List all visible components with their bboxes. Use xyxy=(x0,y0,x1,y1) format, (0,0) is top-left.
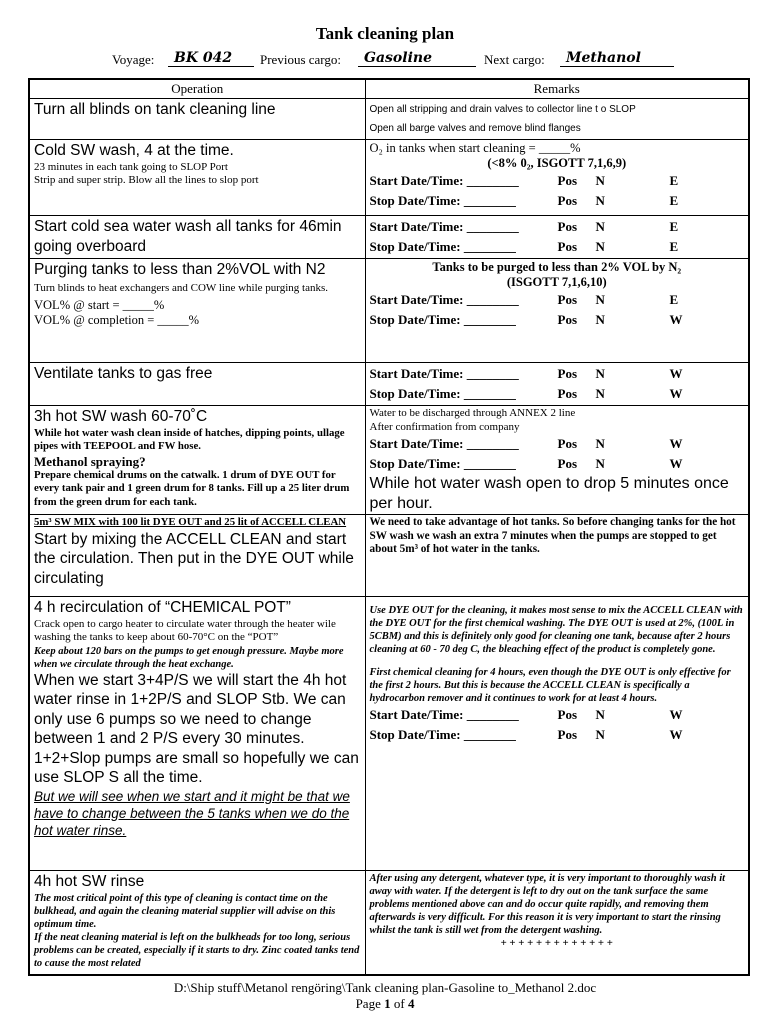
table-row xyxy=(29,597,749,871)
isgott-reference: (ISGOTT 7,1,6,10) xyxy=(506,275,607,289)
remark-text: After confirmation from company xyxy=(369,420,520,433)
remarks-cell xyxy=(365,406,749,515)
stop-datetime-line: Stop Date/Time: ________ Pos N W xyxy=(369,727,683,742)
stop-datetime-line: Stop Date/Time: ________ Pos N W xyxy=(369,456,683,471)
table-row xyxy=(29,363,749,406)
operation-italic-note: Keep about 120 bars on the pumps to get enough pressure. Maybe more when we circulate through the heat exchange. xyxy=(34,645,344,670)
remarks-cell xyxy=(365,597,749,871)
purge-requirement: Tanks to be purged to less than 2% VOL by N₂ xyxy=(432,260,682,274)
remark-text: Water to be discharged through ANNEX 2 line xyxy=(369,407,576,419)
remark-italic-text: First chemical cleaning for 4 hours, even though the DYE OUT is only effective for the first 2 hours. But this is because the ACCELL CLEAN is specifically a hydrocarbon remover and it continues to work for at least 4 hours. xyxy=(369,667,731,704)
operation-subtext: 23 minutes in each tank going to SLOP Port xyxy=(34,160,228,173)
remarks-cell xyxy=(365,871,749,975)
table-row xyxy=(29,140,749,216)
remarks-cell xyxy=(365,140,749,216)
start-datetime-line: Start Date/Time: ________ Pos N E xyxy=(369,292,679,307)
operation-subtext: While hot water wash clean inside of hatches, dipping points, ullage pipes with TEEPOOL and FW hose. xyxy=(34,426,345,452)
remark-italic-text: Use DYE OUT for the cleaning, it makes most sense to mix the ACCELL CLEAN with the DYE OUT for the first chemical washing. The DYE OUT is used at 2%, (100L in 5CBM) and this is definitely only good for cleaning one tank, because after 2 hours cleaning at 60 - 70 deg C, the bleaching effect of the product is completely gone. xyxy=(369,605,743,655)
remark-text: Open all stripping and drain valves to collector line t o SLOP xyxy=(369,104,636,115)
start-datetime-line: Start Date/Time: ________ Pos N W xyxy=(369,366,683,381)
remarks-cell xyxy=(365,259,749,363)
page-footer xyxy=(0,980,770,1012)
operation-text: Start cold sea water wash all tanks for 46min going overboard xyxy=(34,218,342,255)
operation-subtext: Prepare chemical drums on the catwalk. 1 drum of DYE OUT for every tank pair and 1 green drum for 8 tanks. Fill up a 25 liter drum from the green drum for each tank. xyxy=(34,468,350,508)
remarks-cell xyxy=(365,363,749,406)
operation-text: Purging tanks to less than 2%VOL with N2 xyxy=(34,261,326,278)
mix-heading: 5m³ SW MIX with 100 lit DYE OUT and 25 lit of ACCELL CLEAN xyxy=(34,516,347,528)
remark-text: We need to take advantage of hot tanks. So before changing tanks for the hot SW wash we wash an extra 7 minutes when the pumps are stopped to get about 5m³ of hot water in the tanks. xyxy=(369,516,736,555)
table-row xyxy=(29,871,749,975)
remark-italic-text: After using any detergent, whatever type, it is very important to thoroughly wash it away with water. If the detergent is left to dry out on the tank surface the same problems mentioned above can and do occur quite rapidly, and removing them afterwards is very difficult. For this reason it is very important to start the rinsing whilst the tank is still wet from the detergent washing. xyxy=(369,873,726,936)
operation-text: Cold SW wash, 4 at the time. xyxy=(34,142,234,159)
operation-cell xyxy=(29,99,365,140)
operation-cell xyxy=(29,515,365,597)
operation-italic-note: The most critical point of this type of cleaning is contact time on the bulkhead, and again the cleaning material supplier will advise on this optimum time. xyxy=(34,892,336,930)
operation-italic-note: If the neat cleaning material is left on the bulkheads for too long, serious problems can be created, especially if it starts to dry. Zinc coated tanks tend to cause the most related xyxy=(34,931,360,969)
operation-cell xyxy=(29,363,365,406)
next-cargo-label: Next cargo: xyxy=(484,52,545,67)
operation-cell xyxy=(29,597,365,871)
remarks-cell xyxy=(365,99,749,140)
file-path: D:\Ship stuff\Metanol rengöring\Tank cleaning plan-Gasoline to_Methanol 2.doc xyxy=(173,980,597,995)
operation-cell xyxy=(29,140,365,216)
operation-cell xyxy=(29,406,365,515)
operation-cell xyxy=(29,259,365,363)
page-number: Page 1 of 4 xyxy=(355,996,415,1011)
start-datetime-line: Start Date/Time: ________ Pos N E xyxy=(369,173,679,188)
operation-cell xyxy=(29,871,365,975)
table-row xyxy=(29,99,749,140)
operation-text: 4h hot SW rinse xyxy=(34,873,145,890)
operation-text: Ventilate tanks to gas free xyxy=(34,365,213,382)
isgott-reference: (<8% 0₂, ISGOTT 7,1,6,9) xyxy=(487,156,627,170)
document-title: Tank cleaning plan xyxy=(315,24,455,43)
remarks-header: Remarks xyxy=(365,79,749,99)
operation-text: 3h hot SW wash 60-70˚C xyxy=(34,408,208,425)
vol-start-field: VOL% @ start = _____% xyxy=(34,298,165,312)
table-header-row xyxy=(29,79,749,99)
start-datetime-line: Start Date/Time: ________ Pos N W xyxy=(369,436,683,451)
operation-subtext: Strip and super strip. Blow all the lines to slop port xyxy=(34,174,259,186)
stop-datetime-line: Stop Date/Time: ________ Pos N W xyxy=(369,312,683,327)
operation-cell xyxy=(29,216,365,259)
stop-datetime-line: Stop Date/Time: ________ Pos N W xyxy=(369,386,683,401)
start-datetime-line: Start Date/Time: ________ Pos N E xyxy=(369,219,679,234)
vol-completion-field: VOL% @ completion = _____% xyxy=(34,313,200,327)
operation-text: Turn all blinds on tank cleaning line xyxy=(34,101,276,118)
remark-highlight: While hot water wash open to drop 5 minutes once per hour. xyxy=(369,475,729,512)
voyage-value: BK 042 xyxy=(168,50,254,67)
table-row xyxy=(29,259,749,363)
table-row xyxy=(29,515,749,597)
previous-cargo-label: Previous cargo: xyxy=(260,52,341,67)
operation-subtext: Turn blinds to heat exchangers and COW line while purging tanks. xyxy=(34,281,329,294)
next-cargo-value: Methanol xyxy=(560,50,674,67)
operation-underlined-note: But we will see when we start and it might be that we have to change between the 5 tanks when we do the hot water rinse. xyxy=(34,788,350,838)
remarks-cell xyxy=(365,216,749,259)
remarks-cell xyxy=(365,515,749,597)
cleaning-plan-table xyxy=(28,78,750,976)
methanol-spraying-heading: Methanol spraying? xyxy=(34,453,146,469)
oxygen-check-text: O₂ in tanks when start cleaning = _____% xyxy=(369,141,581,155)
plus-separator: + + + + + + + + + + + + + xyxy=(500,937,613,949)
remark-text: Open all barge valves and remove blind flanges xyxy=(369,123,581,134)
voyage-label: Voyage: xyxy=(112,52,155,67)
operation-text: When we start 3+4P/S we will start the 4h hot water rinse in 1+2P/S and SLOP Stb. We can only use 6 pumps so we need to change between 1 and 2 P/S every 30 minutes. 1+2+Slop pumps are small so hopefully we can use SLOP S all the time. xyxy=(34,671,359,786)
stop-datetime-line: Stop Date/Time: ________ Pos N E xyxy=(369,193,679,208)
operation-text: Start by mixing the ACCELL CLEAN and start the circulation. Then put in the DYE OUT while circulating xyxy=(34,530,354,587)
previous-cargo-value: Gasoline xyxy=(358,50,476,67)
stop-datetime-line: Stop Date/Time: ________ Pos N E xyxy=(369,239,679,254)
table-row xyxy=(29,216,749,259)
operation-header: Operation xyxy=(29,79,365,99)
operation-subtext: Crack open to cargo heater to circulate water through the heater wile washing the tanks to keep about 60-70°C on the “POT” xyxy=(34,617,336,643)
operation-text: 4 h recirculation of “CHEMICAL POT” xyxy=(34,599,291,616)
table-row xyxy=(29,406,749,515)
start-datetime-line: Start Date/Time: ________ Pos N W xyxy=(369,707,683,722)
